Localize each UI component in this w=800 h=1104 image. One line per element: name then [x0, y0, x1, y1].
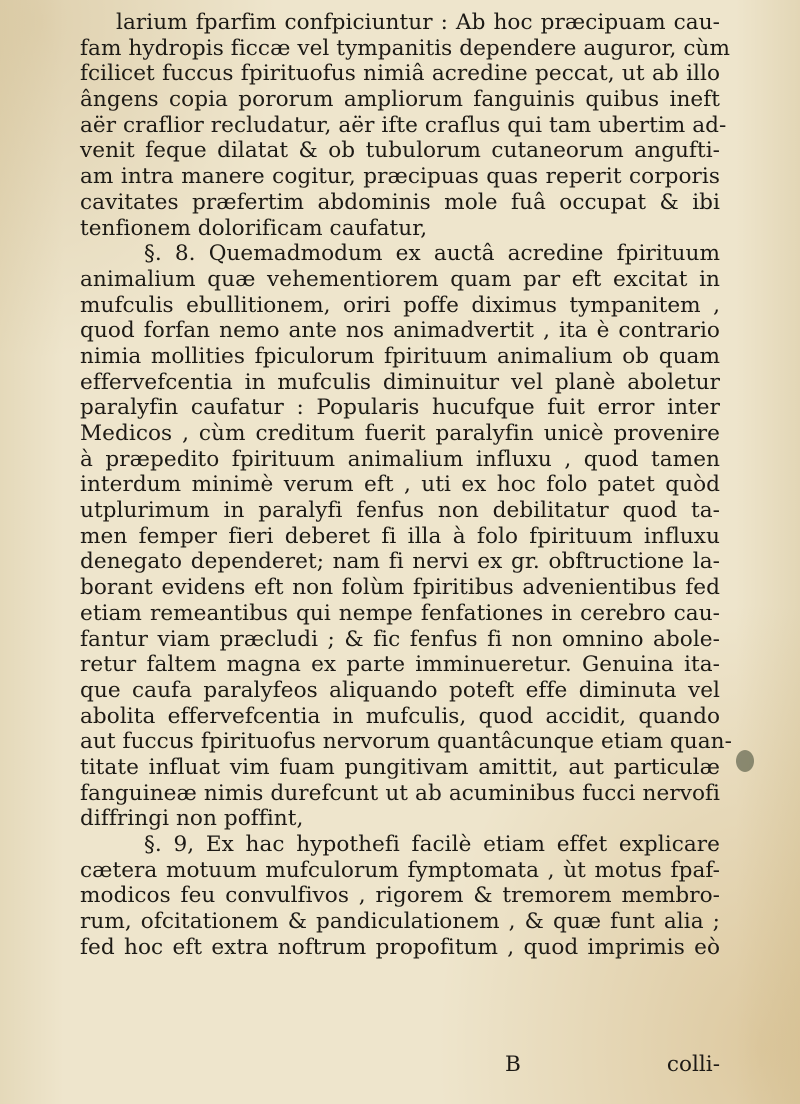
text-line: mufculis ebullitionem, oriri poffe diximus tympanitem , — [80, 292, 720, 318]
text-line: fed hoc eft extra noftrum propofitum , quod imprimis eò — [80, 934, 720, 960]
text-line: Medicos , cùm creditum fuerit paralyfin unicè provenire — [80, 421, 720, 446]
text-line: interdum minimè verum eft , uti ex hoc folo patet quòd — [80, 472, 720, 498]
text-line: titate influat vim fuam pungitivam amittit, aut particulæ — [80, 754, 720, 780]
ink-stain — [736, 750, 754, 772]
signature-mark: B — [505, 1052, 521, 1077]
text-line: fam hydropis ficcæ vel tympanitis dependere auguror, cùm — [80, 35, 730, 61]
text-line: à præpedito fpirituum animalium influxu , quod tamen — [80, 446, 720, 472]
text-line: fanguineæ nimis durefcunt ut ab acuminibus fucci nervofi — [80, 780, 720, 806]
text-line: am intra manere cogitur, præcipuas quas reperit corporis — [80, 164, 720, 190]
text-line: tenfionem dolorificam caufatur, — [80, 215, 428, 241]
text-line: abolita effervefcentia in mufculis, quod accidit, quando — [80, 703, 720, 729]
text-line: diffringi non poffint, — [80, 806, 304, 832]
text-line: effervefcentia in mufculis diminuitur vel planè aboletur — [80, 369, 720, 395]
text-line: paralyfin caufatur : Popularis hucufque fuit error inter — [80, 395, 720, 421]
text-line: larium fparfim confpiciuntur : Ab hoc præcipuam cau- — [116, 10, 720, 35]
text-line: denegato dependeret; nam fi nervi ex gr. obftructione la- — [80, 549, 720, 575]
text-line: borant evidens eft non folùm fpiritibus advenientibus fed — [80, 575, 720, 601]
text-line: aut fuccus fpirituofus nervorum quantâcunque etiam quan- — [80, 729, 732, 755]
text-line: modicos feu convulfivos , rigorem & tremorem membro- — [80, 883, 720, 909]
text-line: §. 9, Ex hac hypothefi facilè etiam effet explicare — [144, 832, 720, 857]
text-line: que caufa paralyfeos aliquando poteft effe diminuta vel — [80, 677, 720, 703]
text-line: animalium quæ vehementiorem quam par eft excitat in — [80, 266, 720, 292]
text-line: etiam remeantibus qui nempe fenfationes in cerebro cau- — [80, 600, 720, 626]
body-text — [80, 10, 732, 960]
text-line: venit feque dilatat & ob tubulorum cutaneorum angufti- — [80, 138, 720, 164]
text-line: rum, ofcitationem & pandiculationem , & quæ funt alia ; — [80, 909, 720, 935]
text-line: men femper fieri deberet fi illa à folo fpirituum influxu — [80, 523, 720, 549]
text-line: fcilicet fuccus fpirituofus nimiâ acredine peccat, ut ab illo — [80, 61, 720, 87]
text-line: ângens copia pororum ampliorum fanguinis quibus ineft — [80, 87, 720, 113]
text-line: nimia mollities fpiculorum fpirituum animalium ob quam — [80, 343, 720, 369]
text-line: aër craflior recludatur, aër ifte craflus qui tam ubertim ad- — [80, 112, 727, 138]
text-line: cavitates præfertim abdominis mole fuâ occupat & ibi — [80, 189, 720, 215]
text-line: fantur viam præcludi ; & fic fenfus fi non omnino abole- — [80, 626, 720, 652]
catchword: colli- — [666, 1052, 720, 1077]
text-line: utplurimum in paralyfi fenfus non debilitatur quod ta- — [80, 498, 720, 524]
text-line: §. 8. Quemadmodum ex auctâ acredine fpirituum — [144, 241, 720, 267]
text-line: retur faltem magna ex parte imminueretur. Genuina ita- — [80, 652, 720, 678]
text-line: cætera motuum mufculorum fymptomata , ùt motus fpaf- — [80, 857, 720, 883]
text-line: quod forfan nemo ante nos animadvertit , ita è contrario — [80, 318, 720, 344]
